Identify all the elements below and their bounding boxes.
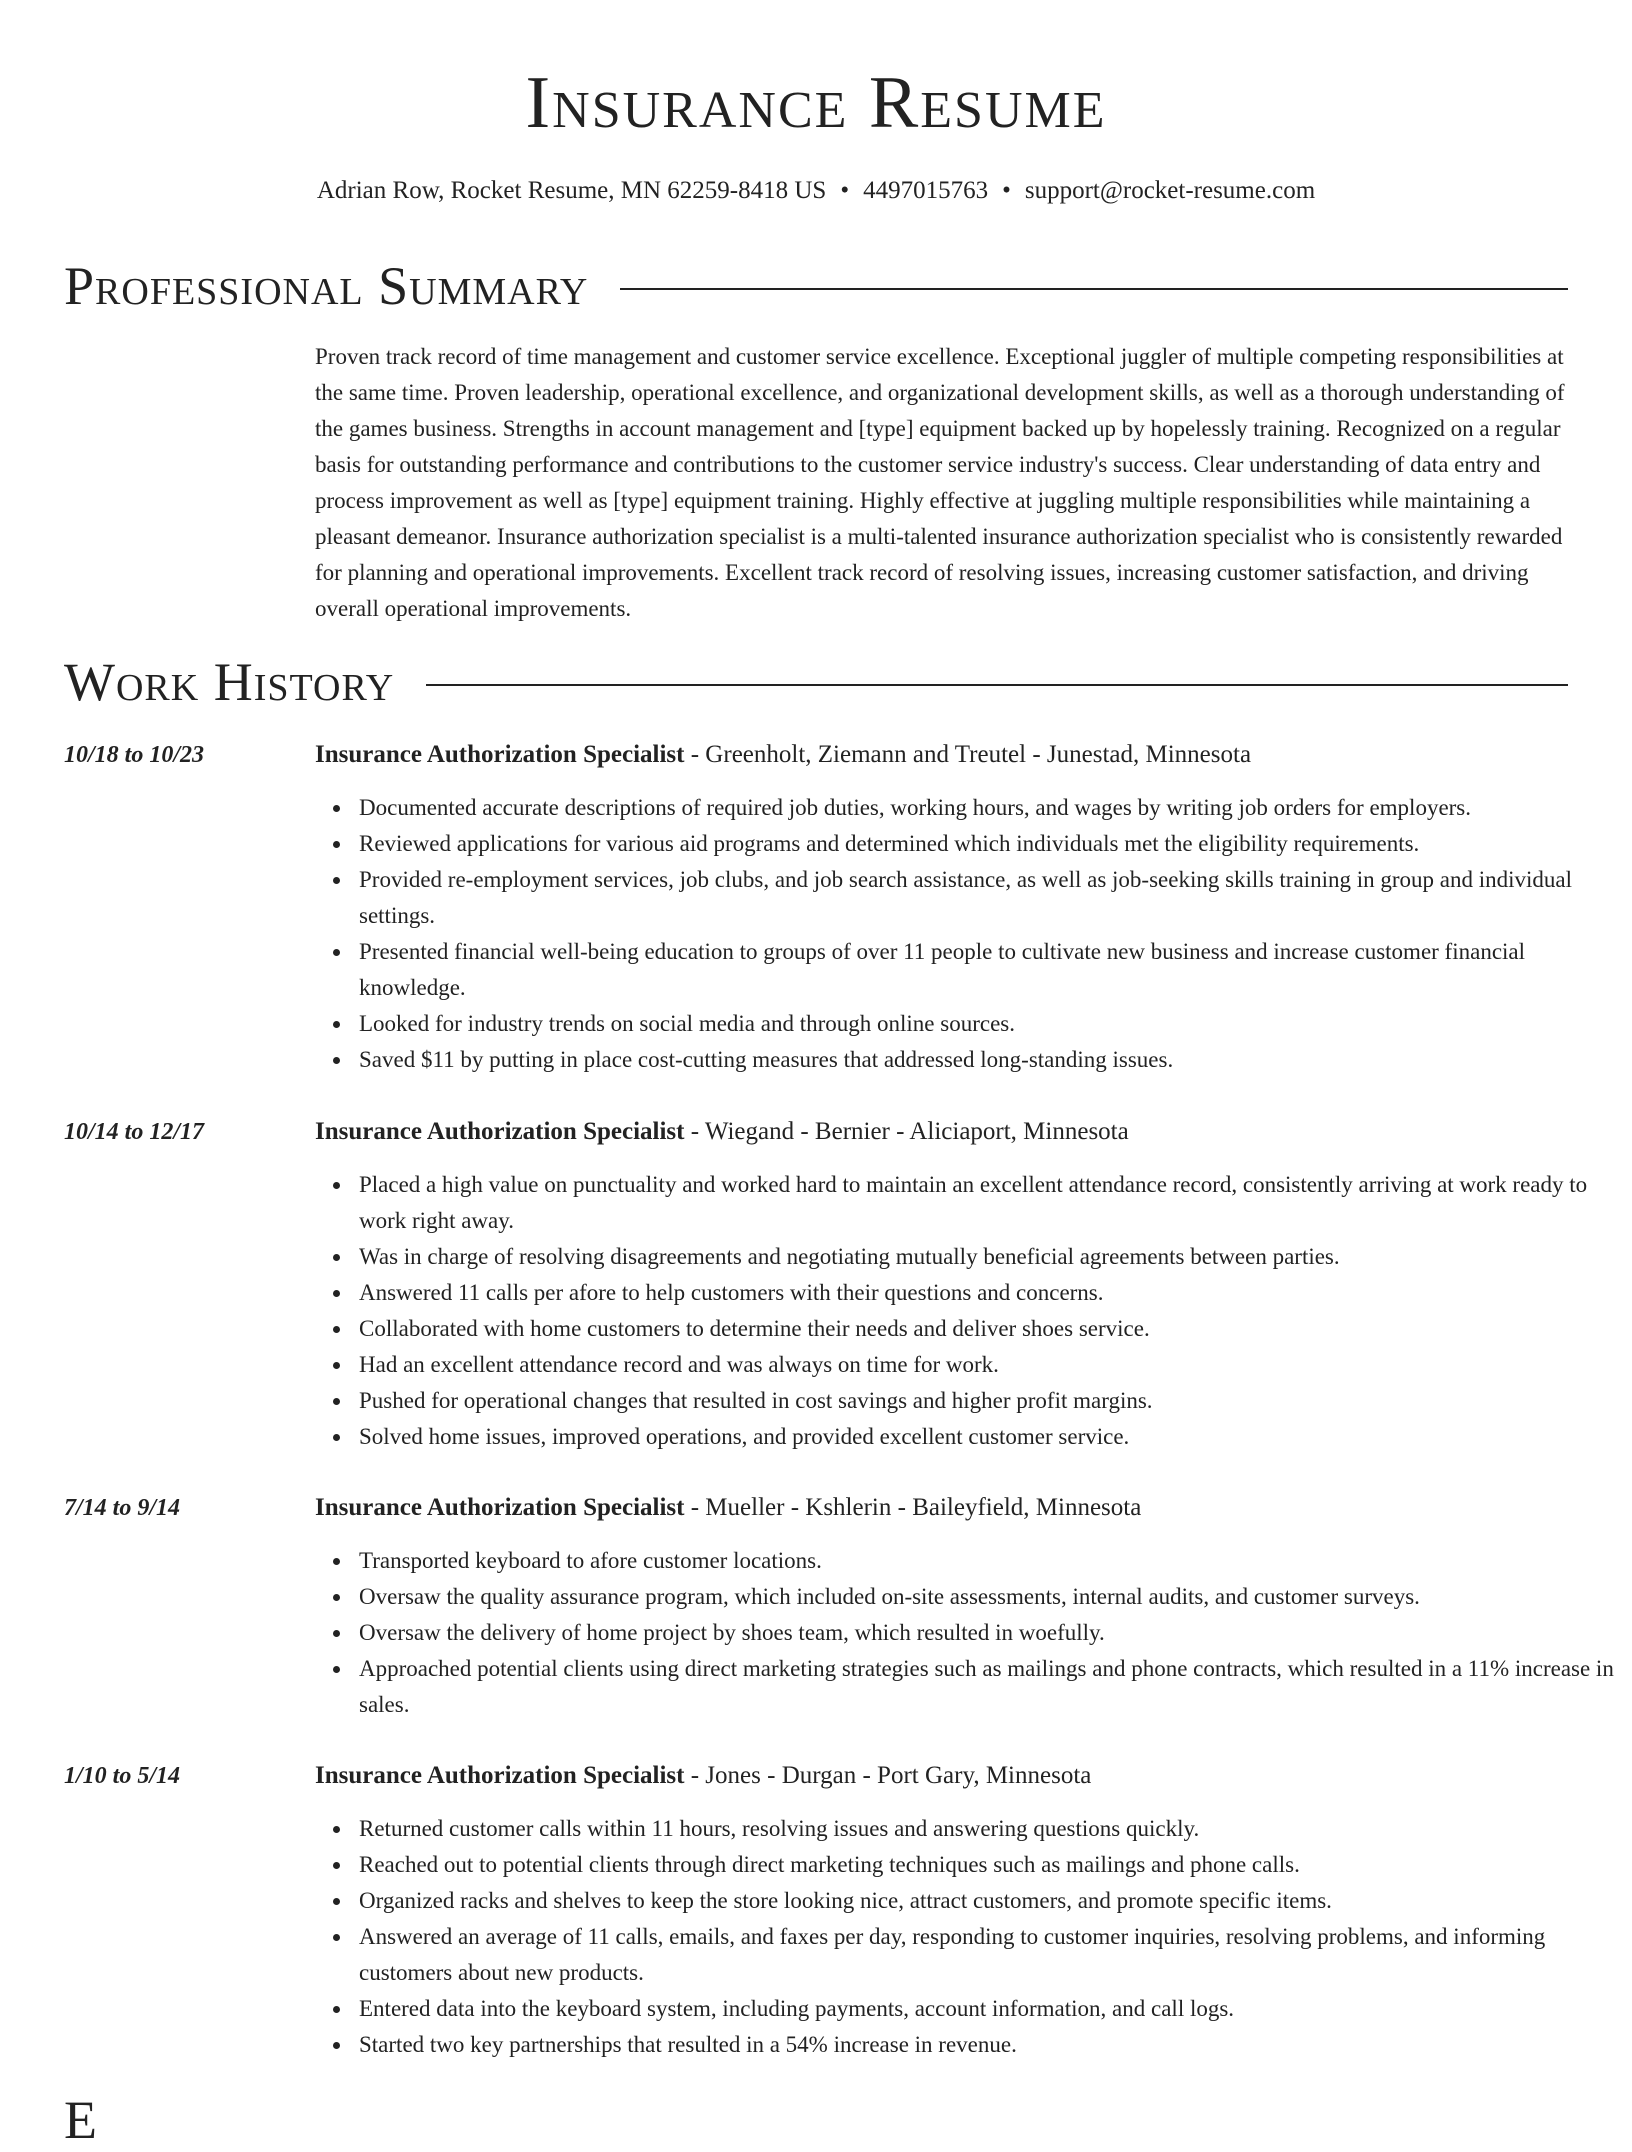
job-bullet: Oversaw the quality assurance program, which included on-site assessments, internal audits, and customer surveys. bbox=[359, 1579, 1614, 1615]
section-title: Work History bbox=[64, 652, 395, 712]
section-title: Professional Summary bbox=[64, 256, 589, 316]
job-dates: 10/18 to 10/23 bbox=[64, 742, 205, 768]
job-bullet: Was in charge of resolving disagreements and negotiating mutually beneficial agreements between parties. bbox=[359, 1239, 1614, 1275]
job-bullet: Collaborated with home customers to determine their needs and deliver shoes service. bbox=[359, 1311, 1614, 1347]
job-bullets bbox=[315, 790, 1614, 1078]
section-heading-summary bbox=[64, 254, 1568, 318]
job-bullet: Answered 11 calls per afore to help customers with their questions and concerns. bbox=[359, 1275, 1614, 1311]
contact-phone: 4497015763 bbox=[863, 177, 989, 204]
job-bullet: Organized racks and shelves to keep the store looking nice, attract customers, and promote specific items. bbox=[359, 1883, 1614, 1919]
job-bullets bbox=[315, 1543, 1614, 1723]
job-dates: 10/14 to 12/17 bbox=[64, 1119, 205, 1145]
job-dates: 7/14 to 9/14 bbox=[64, 1495, 181, 1521]
job-dates: 1/10 to 5/14 bbox=[64, 1763, 181, 1789]
contact-address: Adrian Row, Rocket Resume, MN 62259-8418 US bbox=[316, 177, 827, 204]
section-divider bbox=[620, 288, 1568, 290]
job-bullet: Reviewed applications for various aid programs and determined which individuals met the eligibility requirements. bbox=[359, 826, 1614, 862]
job-bullet: Provided re-employment services, job clubs, and job search assistance, as well as job-seeking skills training in group and individual settings. bbox=[359, 862, 1614, 934]
job-bullet: Pushed for operational changes that resulted in cost savings and higher profit margins. bbox=[359, 1383, 1614, 1419]
job-role: Insurance Authorization Specialist bbox=[315, 1762, 685, 1789]
job-company-location: - Wiegand - Bernier - Aliciaport, Minnesota bbox=[684, 1118, 1129, 1145]
job-company-location: - Greenholt, Ziemann and Treutel - Junestad, Minnesota bbox=[684, 741, 1252, 768]
job-bullet: Oversaw the delivery of home project by shoes team, which resulted in woefully. bbox=[359, 1615, 1614, 1651]
job-company-location: - Mueller - Kshlerin - Baileyfield, Minnesota bbox=[684, 1494, 1142, 1521]
job-bullets bbox=[315, 1811, 1614, 2063]
job-bullet: Saved $11 by putting in place cost-cutting measures that addressed long-standing issues. bbox=[359, 1042, 1614, 1078]
resume-title: Insurance Resume bbox=[525, 62, 1107, 144]
job-bullet: Documented accurate descriptions of required job duties, working hours, and wages by writing job orders for employers. bbox=[359, 790, 1614, 826]
job-bullet: Looked for industry trends on social media and through online sources. bbox=[359, 1006, 1614, 1042]
job-bullet: Solved home issues, improved operations, and provided excellent customer service. bbox=[359, 1419, 1614, 1455]
job-bullet: Approached potential clients using direct marketing strategies such as mailings and phone contracts, which resulted in a 11% increase in sales. bbox=[359, 1651, 1614, 1723]
job-bullet: Started two key partnerships that resulted in a 54% increase in revenue. bbox=[359, 2027, 1614, 2063]
job-bullet: Presented financial well-being education to groups of over 11 people to cultivate new business and increase customer financial knowledge. bbox=[359, 934, 1614, 1006]
job-bullet: Reached out to potential clients through direct marketing techniques such as mailings and phone calls. bbox=[359, 1847, 1614, 1883]
section-heading-work bbox=[64, 650, 1568, 714]
section-divider bbox=[426, 684, 1568, 686]
job-header bbox=[315, 1759, 1570, 1793]
job-bullet: Had an excellent attendance record and was always on time for work. bbox=[359, 1347, 1614, 1383]
job-bullet: Entered data into the keyboard system, including payments, account information, and call logs. bbox=[359, 1991, 1614, 2027]
section-heading-next bbox=[64, 2088, 1568, 2152]
job-header bbox=[315, 1491, 1570, 1525]
summary-text: Proven track record of time management and customer service excellence. Exceptional juggler of multiple competing responsibilities at the same time. Proven leadership, operational excellence, and organizational development skills, as well as a thorough understanding of the games business. Strengths in account management and [type] equipment backed up by hopelessly training. Recognized on a regular basis for outstanding performance and contributions to the customer service industry's success. Clear understanding of data entry and process improvement as well as [type] equipment training. Highly effective at juggling multiple responsibilities while maintaining a pleasant demeanor. Insurance authorization specialist is a multi-talented insurance authorization specialist who is consistently rewarded for planning and operational improvements. Excellent track record of resolving issues, increasing customer satisfaction, and driving overall operational improvements. bbox=[315, 344, 1565, 621]
contact-separator: • bbox=[1002, 177, 1011, 204]
job-bullet: Answered an average of 11 calls, emails, and faxes per day, responding to customer inquiries, resolving problems, and informing customers about new products. bbox=[359, 1919, 1614, 1991]
job-bullet: Returned customer calls within 11 hours, resolving issues and answering questions quickly. bbox=[359, 1811, 1614, 1847]
job-header bbox=[315, 738, 1570, 772]
job-bullets bbox=[315, 1167, 1614, 1455]
job-bullet: Transported keyboard to afore customer locations. bbox=[359, 1543, 1614, 1579]
job-role: Insurance Authorization Specialist bbox=[315, 1494, 685, 1521]
job-header bbox=[315, 1115, 1570, 1149]
job-role: Insurance Authorization Specialist bbox=[315, 1118, 685, 1145]
contact-line bbox=[0, 174, 1632, 208]
job-role: Insurance Authorization Specialist bbox=[315, 741, 685, 768]
job-company-location: - Jones - Durgan - Port Gary, Minnesota bbox=[684, 1762, 1092, 1789]
job-bullet: Placed a high value on punctuality and worked hard to maintain an excellent attendance record, consistently arriving at work ready to work right away. bbox=[359, 1167, 1614, 1239]
section-title: E bbox=[64, 2090, 98, 2150]
contact-email: support@rocket-resume.com bbox=[1024, 177, 1316, 204]
contact-separator: • bbox=[840, 177, 850, 204]
